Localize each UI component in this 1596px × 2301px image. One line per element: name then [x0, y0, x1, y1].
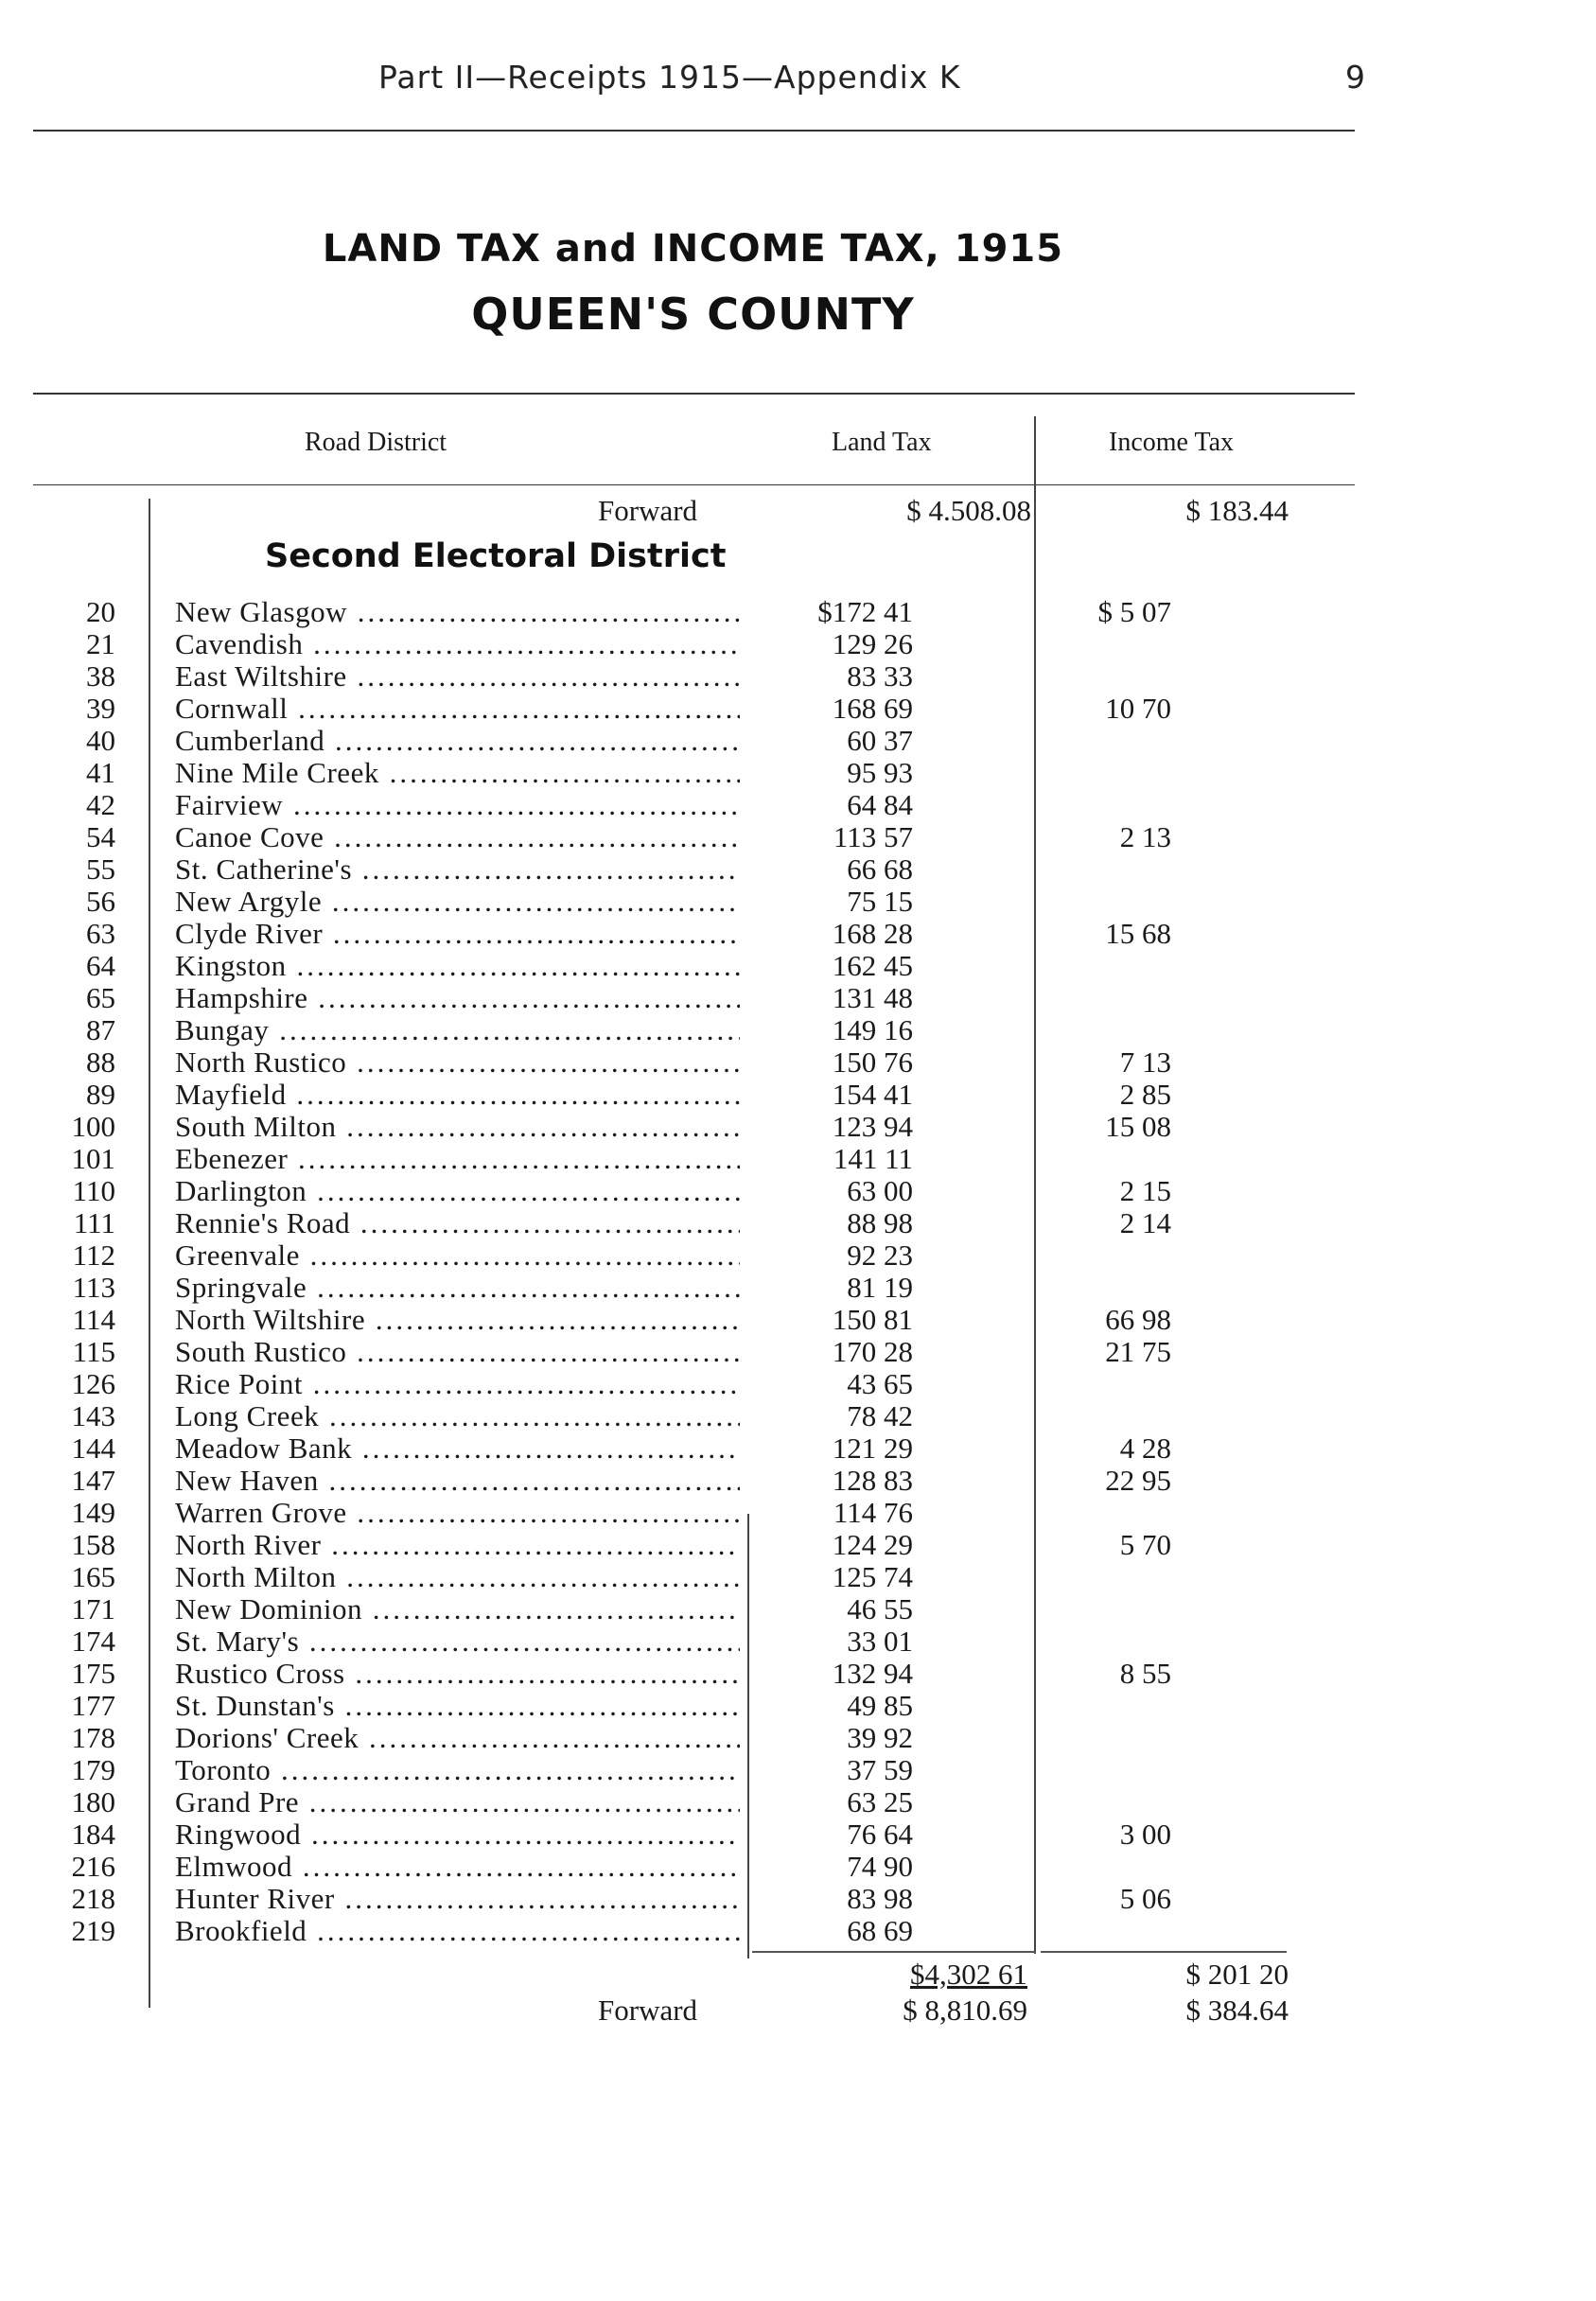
land-tax-amount: 39 92: [847, 1721, 913, 1754]
table-row: [0, 1754, 1353, 1786]
road-district-name: Springvale .....: [175, 1272, 740, 1304]
row-number: 174: [71, 1625, 115, 1658]
column-header-road-district: Road District: [305, 428, 447, 457]
land-tax-amount: 66 68: [847, 852, 913, 886]
table-row: [0, 1786, 1353, 1818]
road-district-name: Cavendish .....: [175, 628, 740, 660]
income-tax-amount: 3 00: [1119, 1818, 1171, 1851]
forward-income-top: $ 183.44: [1185, 494, 1289, 527]
row-number: 175: [71, 1657, 115, 1690]
table-row: [0, 693, 1353, 725]
road-district-name: Rennie's Road .....: [175, 1207, 740, 1239]
road-district-name: New Dominion .....: [175, 1593, 740, 1625]
land-tax-amount: 170 28: [832, 1335, 913, 1368]
row-number: 39: [86, 692, 115, 725]
road-district-name: Hunter River .....: [175, 1883, 740, 1915]
table-row: [0, 1014, 1353, 1046]
row-number: 20: [86, 595, 115, 628]
row-number: 87: [86, 1013, 115, 1046]
road-district-name: New Glasgow .....: [175, 596, 740, 628]
road-district-name: Rice Point .....: [175, 1368, 740, 1400]
road-district-name: Greenvale .....: [175, 1239, 740, 1272]
table-row: [0, 1561, 1353, 1593]
row-number: 219: [71, 1914, 115, 1947]
income-tax-amount: 10 70: [1105, 692, 1171, 725]
land-tax-amount: 121 29: [832, 1432, 913, 1465]
road-district-name: Meadow Bank .....: [175, 1432, 740, 1465]
road-district-name: Bungay .....: [175, 1014, 740, 1046]
table-row: [0, 1465, 1353, 1497]
land-tax-amount: 74 90: [847, 1850, 913, 1883]
page-subtitle: QUEEN'S COUNTY: [471, 289, 915, 340]
row-number: 21: [86, 627, 115, 660]
row-number: 171: [71, 1592, 115, 1625]
land-tax-amount: 114 76: [833, 1496, 913, 1529]
forward-label-top: Forward: [598, 494, 698, 527]
road-district-name: Cornwall .....: [175, 693, 740, 725]
income-tax-amount: 2 14: [1119, 1206, 1171, 1239]
income-tax-amount: 2 15: [1119, 1174, 1171, 1207]
income-tax-total: $ 201 20: [1185, 1958, 1289, 1991]
income-tax-amount: 5 06: [1119, 1882, 1171, 1915]
table-row: [0, 886, 1353, 918]
income-tax-amount: 4 28: [1119, 1432, 1171, 1465]
row-number: 63: [86, 917, 115, 950]
forward-income-bottom: $ 384.64: [1185, 1994, 1289, 2027]
page-number: 9: [1345, 59, 1366, 96]
table-row: [0, 950, 1353, 982]
row-number: 165: [71, 1560, 115, 1593]
running-head: Part II—Receipts 1915—Appendix K: [378, 59, 961, 96]
road-district-name: Nine Mile Creek .....: [175, 757, 740, 789]
land-tax-amount: 149 16: [832, 1013, 913, 1046]
row-number: 178: [71, 1721, 115, 1754]
table-row: [0, 1336, 1353, 1368]
row-number: 158: [71, 1528, 115, 1561]
road-district-name: Ringwood .....: [175, 1818, 740, 1851]
land-tax-amount: 81 19: [847, 1271, 913, 1304]
row-number: 42: [86, 788, 115, 821]
road-district-name: Cumberland .....: [175, 725, 740, 757]
row-number: 147: [71, 1464, 115, 1497]
row-number: 100: [71, 1110, 115, 1143]
land-total-rule: [752, 1951, 1036, 1953]
table-row: [0, 918, 1353, 950]
road-district-name: Toronto .....: [175, 1754, 740, 1786]
land-tax-amount: 168 69: [832, 692, 913, 725]
row-number: 38: [86, 659, 115, 693]
section-heading: Second Electoral District: [265, 537, 727, 575]
land-tax-amount: 150 76: [832, 1045, 913, 1079]
forward-label-bottom: Forward: [598, 1994, 698, 2027]
title-rule: [33, 393, 1355, 395]
row-number: 184: [71, 1818, 115, 1851]
road-district-name: New Argyle .....: [175, 886, 740, 918]
land-tax-amount: 168 28: [832, 917, 913, 950]
land-tax-amount: 83 33: [847, 659, 913, 693]
table-row: [0, 1272, 1353, 1304]
table-row: [0, 660, 1353, 693]
road-district-name: Elmwood .....: [175, 1851, 740, 1883]
road-district-name: Mayfield .....: [175, 1079, 740, 1111]
row-number: 101: [71, 1142, 115, 1175]
table-row: [0, 628, 1353, 660]
table-row: [0, 789, 1353, 821]
table-row: [0, 1432, 1353, 1465]
income-tax-amount: 5 70: [1119, 1528, 1171, 1561]
table-row: [0, 1529, 1353, 1561]
table-row: [0, 1239, 1353, 1272]
forward-land-bottom: $ 8,810.69: [903, 1994, 1027, 2027]
table-row: [0, 1883, 1353, 1915]
table-row: [0, 1658, 1353, 1690]
land-tax-amount: 123 94: [832, 1110, 913, 1143]
row-number: 143: [71, 1399, 115, 1432]
land-tax-amount: 150 81: [832, 1303, 913, 1336]
road-district-name: St. Catherine's .....: [175, 853, 740, 886]
forward-land-top: $ 4.508.08: [906, 494, 1031, 527]
land-tax-amount: 124 29: [832, 1528, 913, 1561]
row-number: 218: [71, 1882, 115, 1915]
road-district-name: East Wiltshire .....: [175, 660, 740, 693]
income-tax-amount: 2 13: [1119, 820, 1171, 853]
land-tax-amount: 43 65: [847, 1367, 913, 1400]
row-number: 114: [72, 1303, 115, 1336]
row-number: 115: [72, 1335, 115, 1368]
row-number: 41: [86, 756, 115, 789]
road-district-name: South Milton .....: [175, 1111, 740, 1143]
road-district-name: Kingston .....: [175, 950, 740, 982]
land-tax-amount: 125 74: [832, 1560, 913, 1593]
row-number: 88: [86, 1045, 115, 1079]
table-row: [0, 1079, 1353, 1111]
road-district-name: North Milton .....: [175, 1561, 740, 1593]
table-row: [0, 1175, 1353, 1207]
table-row: [0, 1818, 1353, 1851]
table-row: [0, 821, 1353, 853]
land-tax-amount: 63 00: [847, 1174, 913, 1207]
road-district-name: Long Creek .....: [175, 1400, 740, 1432]
table-row: [0, 1046, 1353, 1079]
row-number: 216: [71, 1850, 115, 1883]
land-tax-amount: $172 41: [817, 595, 913, 628]
table-row: [0, 1625, 1353, 1658]
table-row: [0, 1915, 1353, 1947]
row-number: 179: [71, 1753, 115, 1786]
table-row: [0, 757, 1353, 789]
income-tax-amount: $ 5 07: [1097, 595, 1171, 628]
road-district-name: North Rustico .....: [175, 1046, 740, 1079]
land-tax-amount: 162 45: [832, 949, 913, 982]
table-row: [0, 1368, 1353, 1400]
row-number: 64: [86, 949, 115, 982]
row-number: 126: [71, 1367, 115, 1400]
road-district-name: Brookfield .....: [175, 1915, 740, 1947]
row-number: 54: [86, 820, 115, 853]
column-header-land-tax: Land Tax: [832, 428, 932, 457]
road-district-name: Fairview .....: [175, 789, 740, 821]
income-tax-amount: 7 13: [1119, 1045, 1171, 1079]
land-tax-amount: 113 57: [833, 820, 913, 853]
land-tax-amount: 75 15: [847, 885, 913, 918]
road-district-name: Warren Grove .....: [175, 1497, 740, 1529]
land-tax-amount: 68 69: [847, 1914, 913, 1947]
road-district-name: St. Dunstan's .....: [175, 1690, 740, 1722]
land-tax-amount: 33 01: [847, 1625, 913, 1658]
table-row: [0, 1851, 1353, 1883]
row-number: 112: [72, 1238, 115, 1272]
land-tax-amount: 128 83: [832, 1464, 913, 1497]
row-number: 180: [71, 1785, 115, 1818]
land-tax-amount: 63 25: [847, 1785, 913, 1818]
road-district-name: New Haven .....: [175, 1465, 740, 1497]
road-district-name: Ebenezer .....: [175, 1143, 740, 1175]
land-tax-amount: 154 41: [832, 1078, 913, 1111]
road-district-name: Dorions' Creek .....: [175, 1722, 740, 1754]
row-number: 40: [86, 724, 115, 757]
income-total-rule: [1041, 1951, 1287, 1953]
table-row: [0, 1111, 1353, 1143]
land-tax-amount: 129 26: [832, 627, 913, 660]
road-district-name: Hampshire .....: [175, 982, 740, 1014]
row-number: 65: [86, 981, 115, 1014]
column-header-rule: [33, 484, 1355, 485]
land-tax-total: $4,302 61: [910, 1958, 1027, 1991]
road-district-name: South Rustico .....: [175, 1336, 740, 1368]
land-tax-amount: 60 37: [847, 724, 913, 757]
table-row: [0, 982, 1353, 1014]
land-tax-amount: 141 11: [833, 1142, 913, 1175]
table-row: [0, 853, 1353, 886]
road-district-name: Clyde River .....: [175, 918, 740, 950]
row-number: 149: [71, 1496, 115, 1529]
page-title: LAND TAX and INCOME TAX, 1915: [322, 227, 1064, 271]
table-row: [0, 1304, 1353, 1336]
table-row: [0, 1593, 1353, 1625]
row-number: 89: [86, 1078, 115, 1111]
land-tax-amount: 132 94: [832, 1657, 913, 1690]
land-tax-amount: 76 64: [847, 1818, 913, 1851]
road-district-name: North Wiltshire .....: [175, 1304, 740, 1336]
income-tax-amount: 2 85: [1119, 1078, 1171, 1111]
table-row: [0, 1207, 1353, 1239]
land-tax-amount: 64 84: [847, 788, 913, 821]
table-row: [0, 725, 1353, 757]
land-tax-amount: 131 48: [832, 981, 913, 1014]
income-tax-amount: 21 75: [1105, 1335, 1171, 1368]
row-number: 113: [72, 1271, 115, 1304]
road-district-name: Rustico Cross .....: [175, 1658, 740, 1690]
row-number: 56: [86, 885, 115, 918]
header-rule: [33, 130, 1355, 132]
road-district-name: St. Mary's .....: [175, 1625, 740, 1658]
road-district-name: Darlington .....: [175, 1175, 740, 1207]
table-row: [0, 1143, 1353, 1175]
column-header-income-tax: Income Tax: [1109, 428, 1235, 457]
land-tax-amount: 83 98: [847, 1882, 913, 1915]
row-number: 110: [72, 1174, 115, 1207]
land-tax-amount: 95 93: [847, 756, 913, 789]
income-tax-amount: 22 95: [1105, 1464, 1171, 1497]
table-row: [0, 596, 1353, 628]
income-tax-amount: 8 55: [1119, 1657, 1171, 1690]
row-number: 55: [86, 852, 115, 886]
income-tax-amount: 15 68: [1105, 917, 1171, 950]
row-number: 111: [73, 1206, 115, 1239]
row-number: 177: [71, 1689, 115, 1722]
land-tax-amount: 37 59: [847, 1753, 913, 1786]
row-number: 144: [71, 1432, 115, 1465]
land-tax-amount: 46 55: [847, 1592, 913, 1625]
table-row: [0, 1497, 1353, 1529]
land-tax-amount: 88 98: [847, 1206, 913, 1239]
land-tax-amount: 92 23: [847, 1238, 913, 1272]
land-tax-amount: 78 42: [847, 1399, 913, 1432]
income-tax-amount: 66 98: [1105, 1303, 1171, 1336]
income-tax-amount: 15 08: [1105, 1110, 1171, 1143]
road-district-name: North River .....: [175, 1529, 740, 1561]
land-tax-amount: 49 85: [847, 1689, 913, 1722]
table-row: [0, 1690, 1353, 1722]
road-district-name: Grand Pre .....: [175, 1786, 740, 1818]
road-district-name: Canoe Cove .....: [175, 821, 740, 853]
table-row: [0, 1722, 1353, 1754]
table-row: [0, 1400, 1353, 1432]
